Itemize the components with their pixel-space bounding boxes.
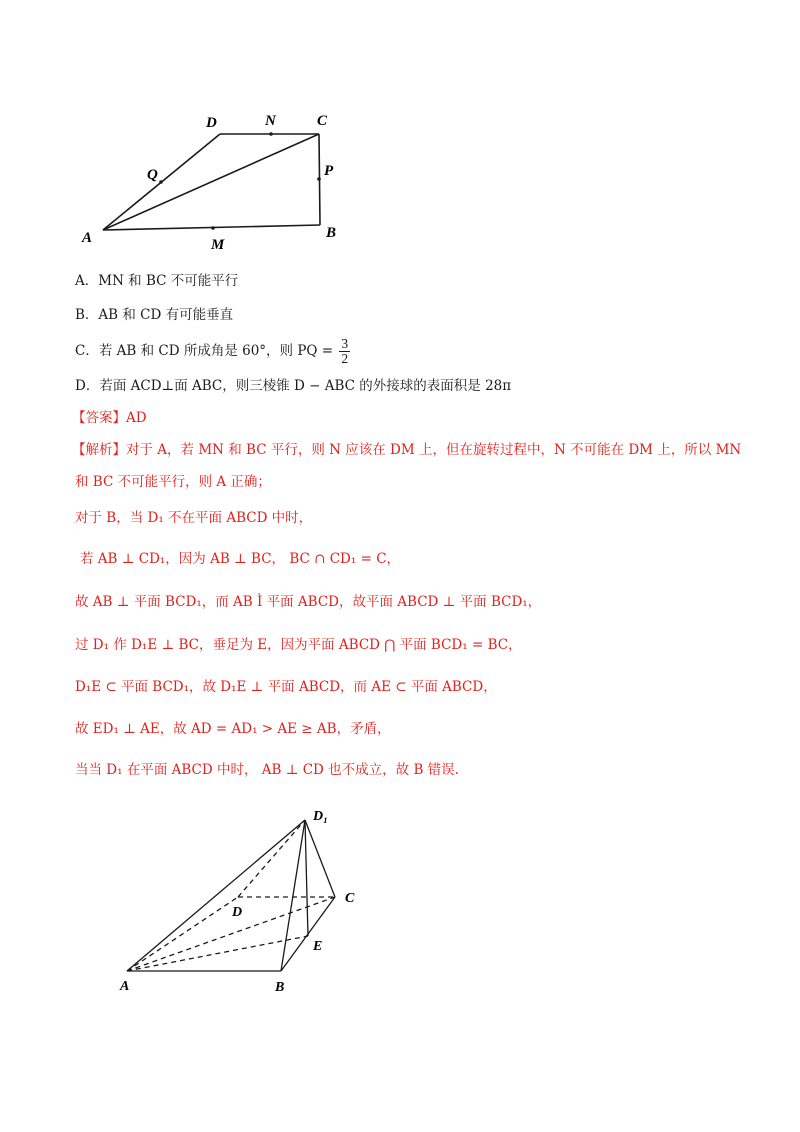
analysis-line-3: 对于 B，当 D₁ 不在平面 ABCD 中时，: [75, 510, 313, 526]
analysis-line-7: D₁E ⊂ 平面 BCD₁，故 D₁E ⊥ 平面 ABCD，而 AE ⊂ 平面 ABCD，: [75, 679, 497, 695]
analysis-line-9: 当当 D₁ 在平面 ABCD 中时， AB ⊥ CD 也不成立，故 B 错误.: [75, 762, 459, 778]
label-Q: Q: [147, 167, 158, 183]
edge-AD1: [127, 820, 305, 971]
label-B: B: [275, 980, 285, 995]
label-A: A: [120, 979, 130, 994]
label-D: D: [206, 115, 217, 131]
option-a: A．MN 和 BC 不可能平行: [75, 273, 239, 289]
analysis-line-5: 故 AB ⊥ 平面 BCD₁，而 AB Ì 平面 ABCD，故平面 ABCD ⊥ 平面 BCD₁，: [75, 594, 542, 610]
figure-quadrilateral: [70, 100, 360, 260]
fraction-denominator: 2: [341, 351, 349, 366]
fraction-numerator: 3: [341, 336, 349, 351]
label-A: A: [82, 230, 93, 246]
diagonal-AC: [103, 134, 319, 230]
option-b: B．AB 和 CD 有可能垂直: [75, 307, 234, 323]
answer: 【答案】AD: [72, 410, 147, 426]
label-N: N: [265, 113, 276, 129]
edge-CD1: [305, 820, 335, 897]
label-E: E: [313, 939, 323, 954]
analysis-line-4: 若 AB ⊥ CD₁，因为 AB ⊥ BC， BC ∩ CD₁ = C，: [80, 551, 401, 567]
analysis-line-1: 【解析】对于 A，若 MN 和 BC 平行，则 N 应该在 DM 上，但在旋转过程中，N 不可能在 DM 上，所以 MN: [72, 442, 742, 458]
analysis-line-8: 故 ED₁ ⊥ AE，故 AD = AD₁ > AE ≥ AB，矛盾，: [75, 721, 391, 737]
label-D: D: [232, 905, 243, 920]
point-Q: [159, 180, 163, 184]
label-C: C: [345, 891, 355, 906]
figure-pyramid: [110, 800, 380, 1000]
edge-AC: [127, 897, 335, 971]
option-c: [75, 334, 350, 368]
point-M: [211, 226, 215, 230]
analysis-line-2: 和 BC 不可能平行，则 A 正确；: [75, 474, 271, 490]
label-D1: D₁: [313, 809, 328, 824]
edge-BD1: [281, 820, 305, 971]
label-P: P: [324, 163, 334, 179]
point-P: [317, 177, 321, 181]
option-c-text: C．若 AB 和 CD 所成角是 60°，则 PQ =: [75, 343, 334, 359]
analysis-line-6: 过 D₁ 作 D₁E ⊥ BC，垂足为 E，因为平面 ABCD ⋂ 平面 BCD₁ = BC，: [75, 637, 522, 653]
option-c-fraction: [339, 337, 350, 366]
point-N: [269, 132, 273, 136]
edge-AE: [127, 936, 308, 971]
label-M: M: [211, 237, 225, 253]
edge-D1E: [305, 820, 308, 936]
label-C: C: [317, 113, 328, 129]
label-B: B: [326, 225, 337, 241]
option-d: D．若面 ACD⊥面 ABC，则三棱锥 D − ABC 的外接球的表面积是 28π: [75, 378, 512, 394]
